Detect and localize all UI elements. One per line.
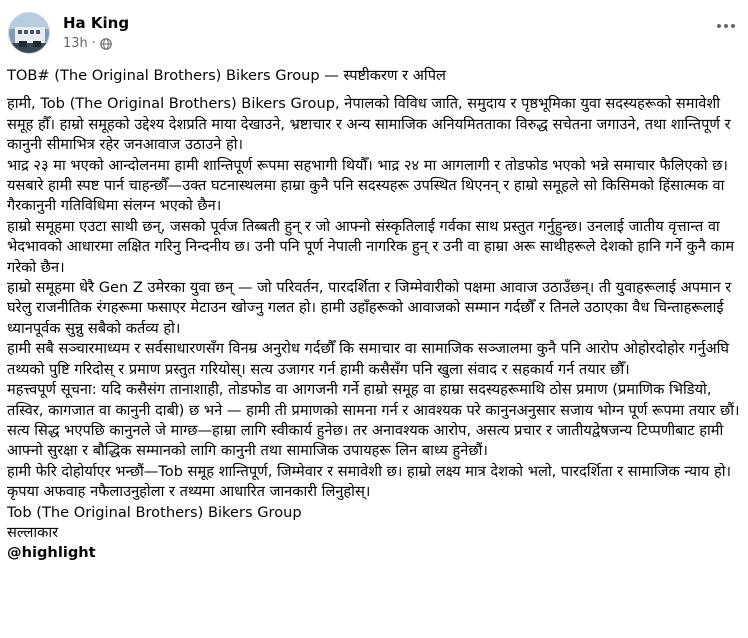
more-dot [717,24,721,28]
globe-icon [100,38,112,50]
post-paragraph: भाद्र २३ मा भएको आन्दोलनमा हामी शान्तिपूर्ण रूपमा सहभागी थियौँ। भाद्र २४ मा आगलागी र तोडफोड भएको भन्ने समाचार फैलिएको छ। यसबारे हामी स्पष्ट पार्न चाहन्छौँ—उक्त घटनास्थलमा हाम्रा कुनै पनि सदस्यहरू उपस्थित थिएनन् र हाम्रो समूहले सो किसिमको हिंसात्मक वा गैरकानुनी गतिविधिमा संलग्न भएको छैन। [7,156,728,215]
avatar-image [9,13,50,54]
post-time[interactable]: 13h [63,36,88,51]
post-paragraph: हामी सबै सञ्चारमाध्यम र सर्वसाधारणसँग विनम्र अनुरोध गर्दछौँ कि समाचार वा सामाजिक सञ्जालमा कुनै पनि आरोप ओहोरदोहोर गर्नुअघि तथ्यको पुष्टि गरिदोस् र प्रमाण प्रस्तुत गरियोस्। सत्य उजागर गर्न हामी कसैसँग पनि खुला संवाद र सहकार्य गर्न तयार छौँ। [7,340,730,378]
post-paragraph: महत्त्वपूर्ण सूचना: यदि कसैसंग तानाशाही, तोडफोड वा आगजनी गर्ने हाम्रो समूह वा हाम्रा सदस्यहरूमाथि ठोस प्रमाण (प्रमाणिक भिडियो, तस्विर, कागजात वा कानुनी दाबी) छ भने — हामी ती प्रमाणको सामना गर्न र आवश्यक परे कानुनअनुसार सजाय भोग्न पूर्ण रूपमा तयार छौं। सत्य सिद्ध भएपछि कानुनले जे माग्छ—हाम्रा लागि स्वीकार्य हुनेछ। तर अनावश्यक आरोप, असत्य प्रचार र जातीयद्वेषजन्य टिप्पणीबाट हामी आफ्नो सुरक्षा र बौद्धिक सम्मानको लागि कानुनी तथा सामाजिक उपायहरू लिन बाध्य हुनेछौं। [7,381,740,460]
post-body [7,66,740,564]
highlight-tag-link[interactable]: @highlight [7,544,96,562]
post-paragraph: हाम्रो समूहमा धेरै Gen Z उमेरका युवा छन् — जो परिवर्तन, पारदर्शिता र जिम्मेवारीको पक्षमा आवाज उठाउँछन्। ती युवाहरूलाई अपमान र घरेलु राजनीतिक रंगहरूमा फसाएर मेटाउन खोज्नु गलत हो। हामी उहाँहरूको आवाजको सम्मान गर्दछौँ र तिनले उठाएका वैध चिन्ताहरूलाई ध्यानपूर्वक सुन्नु सबैको कर्तव्य हो। [7,279,732,337]
author-avatar[interactable] [8,12,50,54]
post-meta [63,36,112,51]
signature-group-name: Tob (The Original Brothers) Bikers Group [7,503,302,521]
more-options-button[interactable] [712,12,740,40]
post-paragraph: हामी फेरि दोहोर्याएर भन्छौं—Tob समूह शान्तिपूर्ण, जिम्मेवार र समावेशी छ। हाम्रो लक्ष्य मात्र देशको भलो, पारदर्शिता र सामाजिक न्याय हो। कृपया अफवाह नफैलाउनुहोला र तथ्यमा आधारित जानकारी लिनुहोस्। [7,462,732,501]
post-paragraph: हाम्रो समूहमा एउटा साथी छन्, जसको पूर्वज तिब्बती हुन् र जो आफ्नो संस्कृतिलाई गर्वका साथ प्रस्तुत गर्नुहुन्छ। उनलाई जातीय वृत्तान्त वा भेदभावको आधारमा लक्षित गरिनु निन्दनीय छ। उनी पनि पूर्ण नेपाली नागरिक हुन् र उनी वा हाम्रा अरू साथीहरूले देशको हानि गर्ने कुनै काम गरेको छैन। [7,217,735,276]
post-paragraph: हामी, Tob (The Original Brothers) Bikers Group, नेपालको विविध जाति, समुदाय र पृष्ठभूमिका युवा सदस्यहरूको समावेशी समूह हौँ। हाम्रो समूहको उद्देश्य देशप्रति माया देखाउने, भ्रष्टाचार र अन्य सामाजिक अनियमितताका विरुद्ध सचेतना जगाउने, तथा शान्तिपूर्ण र कानुनी सीमाभित्र रहेर जनआवाज उठाउने हो। [7,95,731,154]
signature-role: सल्लाकार [7,523,59,541]
author-name[interactable]: Ha King [63,14,130,32]
meta-separator: · [91,36,96,51]
post-header [8,12,740,62]
post-title: TOB# (The Original Brothers) Bikers Group — स्पष्टीकरण र अपिल [7,67,446,84]
more-dot [731,24,735,28]
more-dot [724,24,728,28]
